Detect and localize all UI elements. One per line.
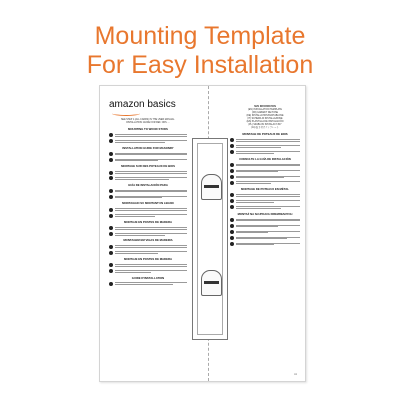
mounting-template-sheet [99, 85, 306, 382]
bullet-icon [230, 138, 234, 142]
lower-slot-icon [201, 270, 222, 296]
upper-slot-icon [201, 174, 222, 200]
bullet-icon [109, 189, 113, 193]
bullet-icon [109, 282, 113, 286]
step-item [109, 226, 187, 230]
step-item [109, 263, 187, 267]
step-item [230, 169, 300, 173]
title-line: (FR) GABARIT DE POSE [251, 112, 279, 114]
section-heading: MONTAGE SUR DES POTEAUX DE BOIS [121, 164, 175, 169]
step-item [109, 251, 187, 255]
section-heading: MONTAGGIO SU MONTANTI IN LEGNO [122, 201, 174, 206]
step-item [109, 176, 187, 180]
bullet-icon [230, 144, 234, 148]
step-item [109, 213, 187, 217]
step-item [109, 269, 187, 273]
bullet-icon [230, 150, 234, 154]
step-item [109, 232, 187, 236]
headline-line-1: Mounting Template [94, 22, 306, 50]
step-item [230, 193, 300, 197]
section-heading: MONTAJE EN POSTES DE MADERA [124, 219, 172, 224]
bullet-icon [230, 205, 234, 209]
step-item [230, 150, 300, 154]
bullet-icon [109, 195, 113, 199]
bullet-icon [109, 251, 113, 255]
step-item [230, 242, 300, 246]
sheet-footer-code: A1 [294, 373, 297, 376]
bullet-icon [109, 232, 113, 236]
title-line: (PL) SZABLON INSTALACYJNY [248, 124, 282, 126]
section-heading: MONTAŻ NA SŁUPKACH DREWNIANYCH [237, 211, 293, 216]
section-heading: GUÍA DE INSTALACIÓN PARA [128, 182, 168, 187]
title-line: (IT) SCHEMA DI INSTALLAZIONE [247, 118, 283, 120]
step-item [230, 163, 300, 167]
step-item [230, 144, 300, 148]
bullet-icon [109, 226, 113, 230]
step-item [230, 230, 300, 234]
brand-logo: amazon basics [109, 99, 176, 110]
section-heading: MONTAGE DE POTEAUX EN MÉTAL [241, 187, 289, 192]
step-item [230, 224, 300, 228]
bullet-icon [230, 163, 234, 167]
intro-note-2: INSTALLATION GUIDE FOR REF. NOS. ... [126, 122, 170, 124]
step-item [230, 181, 300, 185]
plate-inner-outline [197, 143, 223, 335]
left-instructions-column [109, 119, 187, 286]
bullet-icon [109, 171, 113, 175]
headline-line-2: For Easy Installation [86, 51, 314, 79]
step-item [230, 205, 300, 209]
bullet-icon [230, 193, 234, 197]
bullet-icon [109, 208, 113, 212]
title-line: (JA) 取り付けテンプレート [251, 127, 279, 129]
bullet-icon [230, 199, 234, 203]
section-heading: GUIDE D'INSTALLATION [131, 275, 165, 280]
step-item [109, 195, 187, 199]
step-item [109, 158, 187, 162]
step-item [109, 282, 187, 286]
bullet-icon [230, 224, 234, 228]
section-heading: MONTAGE DE POTEAUX DE BOIS [242, 132, 288, 136]
step-item [230, 236, 300, 240]
bullet-icon [230, 230, 234, 234]
section-heading: MOUNTING TO WOOD STUDS [128, 127, 168, 131]
bullet-icon [109, 139, 113, 143]
title-line: (ES) PLANTILLA DE INSTALACIÓN [246, 121, 284, 123]
mounting-plate-outline [192, 138, 228, 340]
right-instructions-column [230, 106, 300, 246]
bullet-icon [230, 218, 234, 222]
step-item [230, 218, 300, 222]
step-item [109, 189, 187, 193]
headline [0, 22, 400, 80]
bullet-icon [109, 152, 113, 156]
bullet-icon [109, 214, 113, 218]
step-item [109, 133, 187, 137]
title-line: (EN) INSTALLATION TEMPLATE [248, 109, 282, 111]
brand-smile-icon [112, 111, 140, 116]
bullet-icon [230, 175, 234, 179]
bullet-icon [230, 169, 234, 173]
bullet-icon [109, 176, 113, 180]
bullet-icon [109, 158, 113, 162]
bullet-icon [230, 181, 234, 185]
bullet-icon [109, 269, 113, 273]
step-item [230, 199, 300, 203]
bullet-icon [109, 245, 113, 249]
step-item [109, 139, 187, 143]
step-item [109, 170, 187, 174]
section-heading: MONTAGEM EM VIGAS DE MADEIRA [123, 238, 173, 243]
step-item [109, 245, 187, 249]
section-heading: INSTALLATION GUIDE FOR MASONRY [122, 145, 174, 150]
section-heading: CONSULTE LA GUÍA DE INSTALACIÓN [239, 156, 291, 161]
title-line: (DE) INSTALLATIONSSCHABLONE [246, 115, 284, 117]
bullet-icon [230, 242, 234, 246]
step-item [230, 175, 300, 179]
bullet-icon [230, 236, 234, 240]
size-title: SIZE INFORMATION [254, 106, 276, 108]
step-item [109, 207, 187, 211]
bullet-icon [109, 263, 113, 267]
section-heading: MONTAJE EN POSTES DE MADERA [124, 256, 172, 261]
intro-note: SEE STEP 1 (ALL CARDS) IN THE USER MANUAL. [121, 119, 175, 121]
step-item [109, 152, 187, 156]
step-item [230, 138, 300, 142]
bullet-icon [109, 133, 113, 137]
